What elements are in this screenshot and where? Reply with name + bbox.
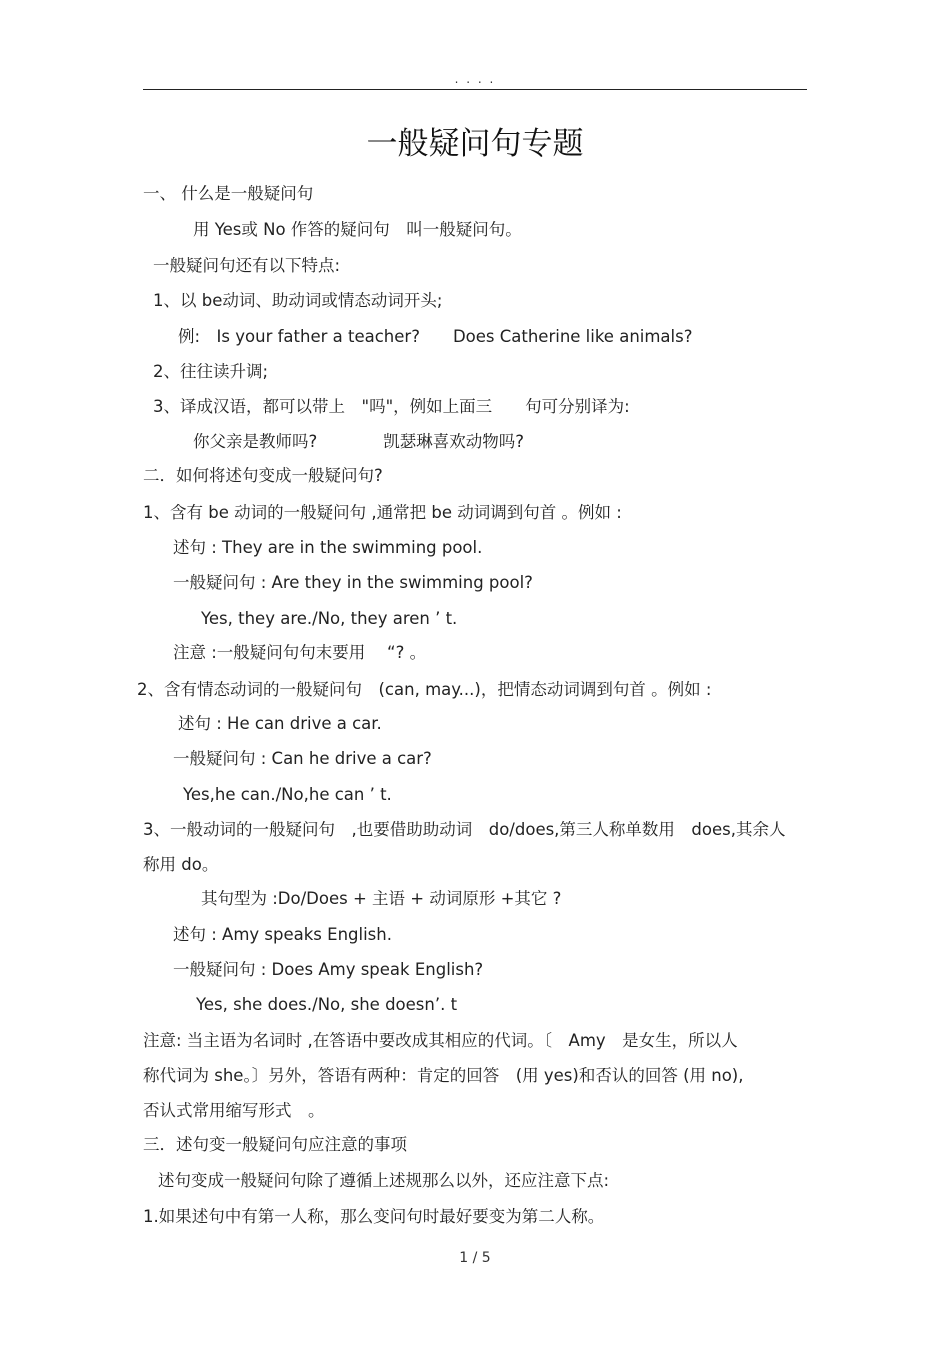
list-item: 1、以 be动词、助动词或情态动词开头; bbox=[153, 291, 443, 310]
paragraph-line: 称用 do。 bbox=[143, 855, 219, 874]
example-line: 一般疑问句 : Are they in the swimming pool? bbox=[173, 573, 533, 592]
paragraph-line: 用 Yes或 No 作答的疑问句 叫一般疑问句。 bbox=[193, 220, 522, 239]
pattern-line: 其句型为 :Do/Does + 主语 + 动词原形 +其它 ? bbox=[201, 889, 562, 908]
list-item: 2、含有情态动词的一般疑问句 (can, may...)，把情态动词调到句首 。例如 : bbox=[137, 680, 712, 699]
note-line: 注意 :一般疑问句句末要用 “? 。 bbox=[173, 643, 427, 662]
page-number: 1 / 5 bbox=[459, 1250, 491, 1266]
list-item: 1.如果述句中有第一人称，那么变问句时最好要变为第二人称。 bbox=[143, 1207, 605, 1226]
header-dots: . . . . bbox=[454, 72, 496, 86]
example-line: 述句 : They are in the swimming pool. bbox=[173, 538, 483, 557]
list-item: 1、含有 be 动词的一般疑问句 ,通常把 be 动词调到句首 。例如 : bbox=[143, 503, 622, 522]
example-line: Yes, she does./No, she doesn’. t bbox=[196, 995, 458, 1014]
example-line: 述句 : He can drive a car. bbox=[178, 714, 382, 733]
paragraph-line: 一般疑问句还有以下特点: bbox=[153, 256, 341, 275]
note-line: 注意: 当主语为名词时 ,在答语中要改成其相应的代词。〔 Amy 是女生，所以人 bbox=[143, 1031, 738, 1050]
note-line: 称代词为 she。〕另外，答语有两种：肯定的回答 (用 yes)和否认的回答 (用 no), bbox=[143, 1066, 744, 1085]
section-heading: 三．述句变一般疑问句应注意的事项 bbox=[143, 1135, 407, 1154]
section-heading: 二．如何将述句变成一般疑问句? bbox=[143, 466, 383, 485]
example-line: Yes,he can./No,he can ’ t. bbox=[183, 785, 392, 804]
example-line: 述句 : Amy speaks English. bbox=[173, 925, 392, 944]
list-item: 2、往往读升调; bbox=[153, 362, 269, 381]
list-item: 3、一般动词的一般疑问句 ,也要借助助动词 do/does,第三人称单数用 does,其余人 bbox=[143, 820, 786, 839]
list-item: 3、译成汉语，都可以带上 "吗"，例如上面三 句可分别译为: bbox=[153, 397, 630, 416]
example-line: 一般疑问句 : Does Amy speak English? bbox=[173, 960, 484, 979]
paragraph-line: 述句变成一般疑问句除了遵循上述规那么以外，还应注意下点: bbox=[158, 1171, 610, 1190]
section-heading: 一、 什么是一般疑问句 bbox=[143, 184, 314, 203]
example-line: Yes, they are./No, they aren ’ t. bbox=[201, 609, 458, 628]
note-line: 否认式常用缩写形式 。 bbox=[143, 1101, 325, 1120]
example-line: 一般疑问句 : Can he drive a car? bbox=[173, 749, 432, 768]
header-rule bbox=[143, 89, 807, 90]
document-title: 一般疑问句专题 bbox=[366, 126, 584, 162]
example-line: 例: Is your father a teacher? Does Catherine like animals? bbox=[178, 327, 693, 346]
example-line: 你父亲是教师吗? 凯瑟琳喜欢动物吗? bbox=[193, 432, 525, 451]
